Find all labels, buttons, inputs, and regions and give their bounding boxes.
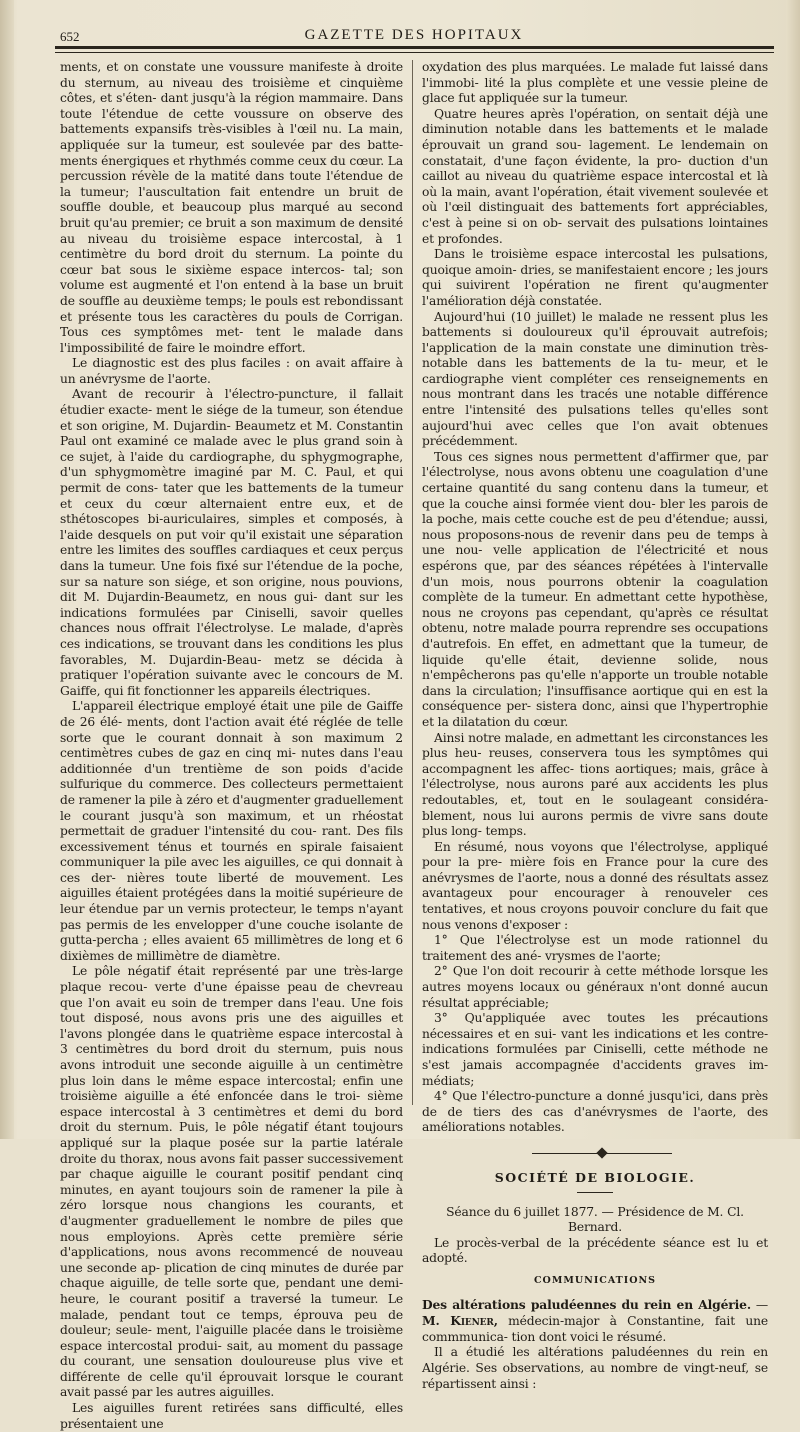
section-ornament	[422, 1144, 768, 1164]
communication-text: médecin-major à Constantine, fait une commmunica- tion dont voici le résumé.	[422, 1314, 768, 1344]
communication-author: M. Kiener,	[422, 1313, 498, 1329]
minutes-line: Le procès-verbal de la précédente séance est lu et adopté.	[422, 1235, 768, 1266]
journal-title: GAZETTE DES HOPITAUX	[304, 27, 524, 43]
paragraph: ments, et on constate une voussure manifeste à droite du sternum, au niveau des troisième et cinquième côtes, et s'éten- dant jusqu'à la région mammaire. Dans toute l'étendue de cette voussure on observe des battements expansifs très-visibles à l'œil nu. La main, appliquée sur la tumeur, est soulevée par des batte- ments énergiques et rhythmés comme ceux du cœur. La percussion révèle de la matité dans toute l'étendue de la tumeur; l'auscultation fait entendre un bruit de souffle double, et beaucoup plus marqué au second bruit qu'au premier; ce bruit a son maximum de densité au niveau du troisième espace intercostal, à 1 centimètre du bord droit du sternum. La pointe du cœur bat sous le sixième espace intercos- tal; son volume est augmenté et l'on entend à la base un bruit de souffle au deuxième temps; le pouls est rebondissant et présente tous les caractères du pouls de Corrigan. Tous ces symptômes met- tent le malade dans l'impossibilité de faire le moindre effort.	[60, 60, 403, 355]
paragraph: En résumé, nous voyons que l'électrolyse, appliqué pour la pre- mière fois en France pour la cure des anévrysmes de l'aorte, nous a donné des résultats assez avantageux pour encourager à renouveler ces tentatives, et nous croyons pouvoir conclure du fait que nous venons d'exposer :	[422, 839, 768, 932]
page-number: 652	[60, 29, 80, 44]
paragraph: Il a étudié les altérations paludéennes du rein en Algérie. Ses observations, au nombre de vingt-neuf, se répartissent ainsi :	[422, 1345, 768, 1391]
conclusion-item: 1° Que l'électrolyse est un mode rationnel du traitement des ané- vrysmes de l'aorte;	[422, 933, 768, 963]
conclusion-item: 3° Qu'appliquée avec toutes les précautions nécessaires et en sui- vant les indications et les contre-indications formulées par Ciniselli, cette méthode ne s'est jamais accompagnée d'accidents graves im- médiats;	[422, 1011, 768, 1088]
paragraph: Dans le troisième espace intercostal les pulsations, quoique amoin- dries, se manifestaient encore ; les jours qui suivirent l'opération ne firent qu'augmenter l'amélioration déjà constatée.	[422, 247, 768, 308]
header-rule-thin	[55, 52, 774, 53]
communication-title: Des altérations paludéennes du rein en Algérie.	[422, 1296, 751, 1312]
column-divider	[412, 60, 413, 1105]
paragraph: Les aiguilles furent retirées sans difficulté, elles présentaient une	[60, 1401, 403, 1431]
communication-entry: Des altérations paludéennes du rein en Algérie. — M. Kiener, médecin-major à Constantine, fait une commmunica- tion dont voici le résumé.	[422, 1296, 768, 1344]
paragraph: oxydation des plus marquées. Le malade fut laissé dans l'immobi- lité la plus complète et une vessie pleine de glace fut appliquée sur la tumeur.	[422, 60, 768, 106]
right-column	[422, 60, 768, 1392]
page-header	[58, 26, 770, 48]
communications-heading: COMMUNICATIONS	[533, 1274, 657, 1286]
conclusion-item: 4° Que l'électro-puncture a donné jusqu'ici, dans près de de tiers des cas d'anévrysmes de l'aorte, des améliorations notables.	[422, 1089, 768, 1135]
short-rule	[577, 1192, 613, 1193]
ornament-diamond	[596, 1147, 607, 1158]
binding-edge	[0, 0, 14, 1139]
paragraph: Le pôle négatif était représenté par une très-large plaque recou- verte d'une épaisse peau de chevreau que l'on avait eu soin de tremper dans l'eau. Une fois tout disposé, nous avons pris une des aiguilles et l'avons plongée dans le quatrième espace intercostal à 3 centimètres du bord droit du sternum, puis nous avons introduit une seconde aiguille à un centimètre plus loin dans le même espace intercostal; enfin une troisième aiguille a été enfoncée dans le troi- sième espace intercostal à 3 centimètres et demi du bord droit du sternum. Puis, le pôle négatif étant toujours appliqué sur la plaque posée sur la partie latérale droite du thorax, nous avons fait passer successivement par chaque aiguille le courant positif pendant cinq minutes, en ayant toujours soin de ramener la pile à zéro lorsque nous changions les courants, et d'augmenter graduellement le nombre de piles que nous employions. Après cette première série d'applications, nous avons recommencé de nouveau une seconde ap- plication de cinq minutes de durée par chaque aiguille, de telle sorte que, pendant une demi-heure, le courant positif a traversé la tumeur. Le malade, pendant tout ce temps, éprouva peu de douleur; seule- ment, l'aiguille placée dans le troisième espace intercostal produi- sait, au moment du passage du courant, une sensation douloureuse plus vive et différente de celle qu'il éprouvait lorsque le courant avait passé par les autres aiguilles.	[60, 964, 403, 1400]
session-line: Séance du 6 juillet 1877. — Présidence de M. Cl. Bernard.	[446, 1204, 744, 1235]
paragraph: Quatre heures après l'opération, on sentait déjà une diminution notable dans les battements et le malade éprouvait un grand sou- lagement. Le lendemain on constatait, d'une façon évidente, la pro- duction d'un caillot au niveau du quatrième espace intercostal et là où la main, avant l'opération, était vivement soulevée et où l'œil distinguait des battements fort appréciables, c'est à peine si on ob- servait des pulsations lointaines et profondes.	[422, 106, 768, 246]
paragraph: L'appareil électrique employé était une pile de Gaiffe de 26 élé- ments, dont l'action avait été réglée de telle sorte que le courant donnait à son maximum 2 centimètres cubes de gaz en cinq mi- nutes dans l'eau additionnée d'un trentième de son poids d'acide sulfurique du commerce. Des collecteurs permettaient de ramener la pile à zéro et d'augmenter graduellement le courant jusqu'à son maximum, et un rhéostat permettait de graduer l'intensité du cou- rant. Des fils excessivement ténus et tournés en spirale faisaient communiquer la pile avec les aiguilles, ce qui donnait à ces der- nières toute liberté de mouvement. Les aiguilles étaient protégées dans la moitié supérieure de leur étendue par un vernis protecteur, le temps n'ayant pas permis de les envelopper d'une couche isolante de gutta-percha ; elles avaient 65 millimètres de long et 6 dixièmes de millimètre de diamètre.	[60, 699, 403, 963]
header-rule-thick	[55, 46, 774, 49]
page-edge	[786, 0, 800, 1139]
conclusion-item: 2° Que l'on doit recourir à cette méthode lorsque les autres moyens locaux ou généraux n'ont donné aucun résultat appréciable;	[422, 964, 768, 1010]
paragraph: Aujourd'hui (10 juillet) le malade ne ressent plus les battements si douloureux qu'il éprouvait autrefois; l'application de la main constate une diminution très-notable dans les battements de la tu- meur, et le cardiographe vient compléter ces renseignements en nous montrant dans les tracés une notable différence entre l'intensité des pulsations telles qu'elles sont aujourd'hui avec celles que l'on avait obtenues précédemment.	[422, 309, 768, 449]
paragraph: Ainsi notre malade, en admettant les circonstances les plus heu- reuses, conservera tous les symptômes qui accompagnent les affec- tions aortiques; mais, grâce à l'électrolyse, nous aurons paré aux accidents les plus redoutables, et, tout en le soulageant considéra- blement, nous lui aurons permis de vivre sans doute plus long- temps.	[422, 730, 768, 839]
paragraph: Le diagnostic est des plus faciles : on avait affaire à un anévrysme de l'aorte.	[60, 356, 403, 386]
paragraph: Tous ces signes nous permettent d'affirmer que, par l'électrolyse, nous avons obtenu une coagulation d'une certaine quantité du sang contenu dans la tumeur, et que la couche ainsi formée vient dou- bler les parois de la poche, mais cette couche est de peu d'étendue; aussi, nous proposons-nous de revenir dans peu de temps à une nou- velle application de l'électricité et nous espérons que, par des séances répétées à l'intervalle d'un mois, nous pourrons obtenir la coagulation complète de la tumeur. En admettant cette hypothèse, nous ne croyons pas cependant, qu'après ce résultat obtenu, notre malade pourra reprendre ses occupations d'autrefois. En effet, en admettant que la tumeur, de liquide qu'elle était, devienne solide, nous n'empêcherons pas qu'elle n'apporte un trouble notable dans la circulation; l'insuffisance aortique qui en est la conséquence per- sistera donc, ainsi que l'hypertrophie et la dilatation du cœur.	[422, 449, 768, 729]
section-title: SOCIÉTÉ DE BIOLOGIE.	[494, 1169, 696, 1185]
paragraph: Avant de recourir à l'électro-puncture, il fallait étudier exacte- ment le siége de la tumeur, son étendue et son origine, M. Dujardin- Beaumetz et M. Constantin Paul ont examiné ce malade avec le plus grand soin à ce sujet, à l'aide du cardiographe, du sphygmographe, d'un sphygmomètre imaginé par M. C. Paul, et qui permit de cons- tater que les battements de la tumeur et ceux du cœur alternaient entre eux, et de sthétoscopes bi-auriculaires, simples et composés, à l'aide desquels on put voir qu'il existait une séparation entre les limites des souffles cardiaques et ceux perçus dans la tumeur. Une fois fixé sur l'étendue de la poche, sur sa nature son siége, et son origine, nous pouvions, dit M. Dujardin-Beaumetz, en nous gui- dant sur les indications formulées par Ciniselli, savoir quelles chances nous offrait l'électrolyse. Le malade, d'après ces indications, se trouvant dans les conditions les plus favorables, M. Dujardin-Beau- metz se décida à pratiquer l'opération suivante avec le concours de M. Gaiffe, qui fit fonctionner les appareils électriques.	[60, 387, 403, 698]
left-column	[60, 60, 403, 1432]
